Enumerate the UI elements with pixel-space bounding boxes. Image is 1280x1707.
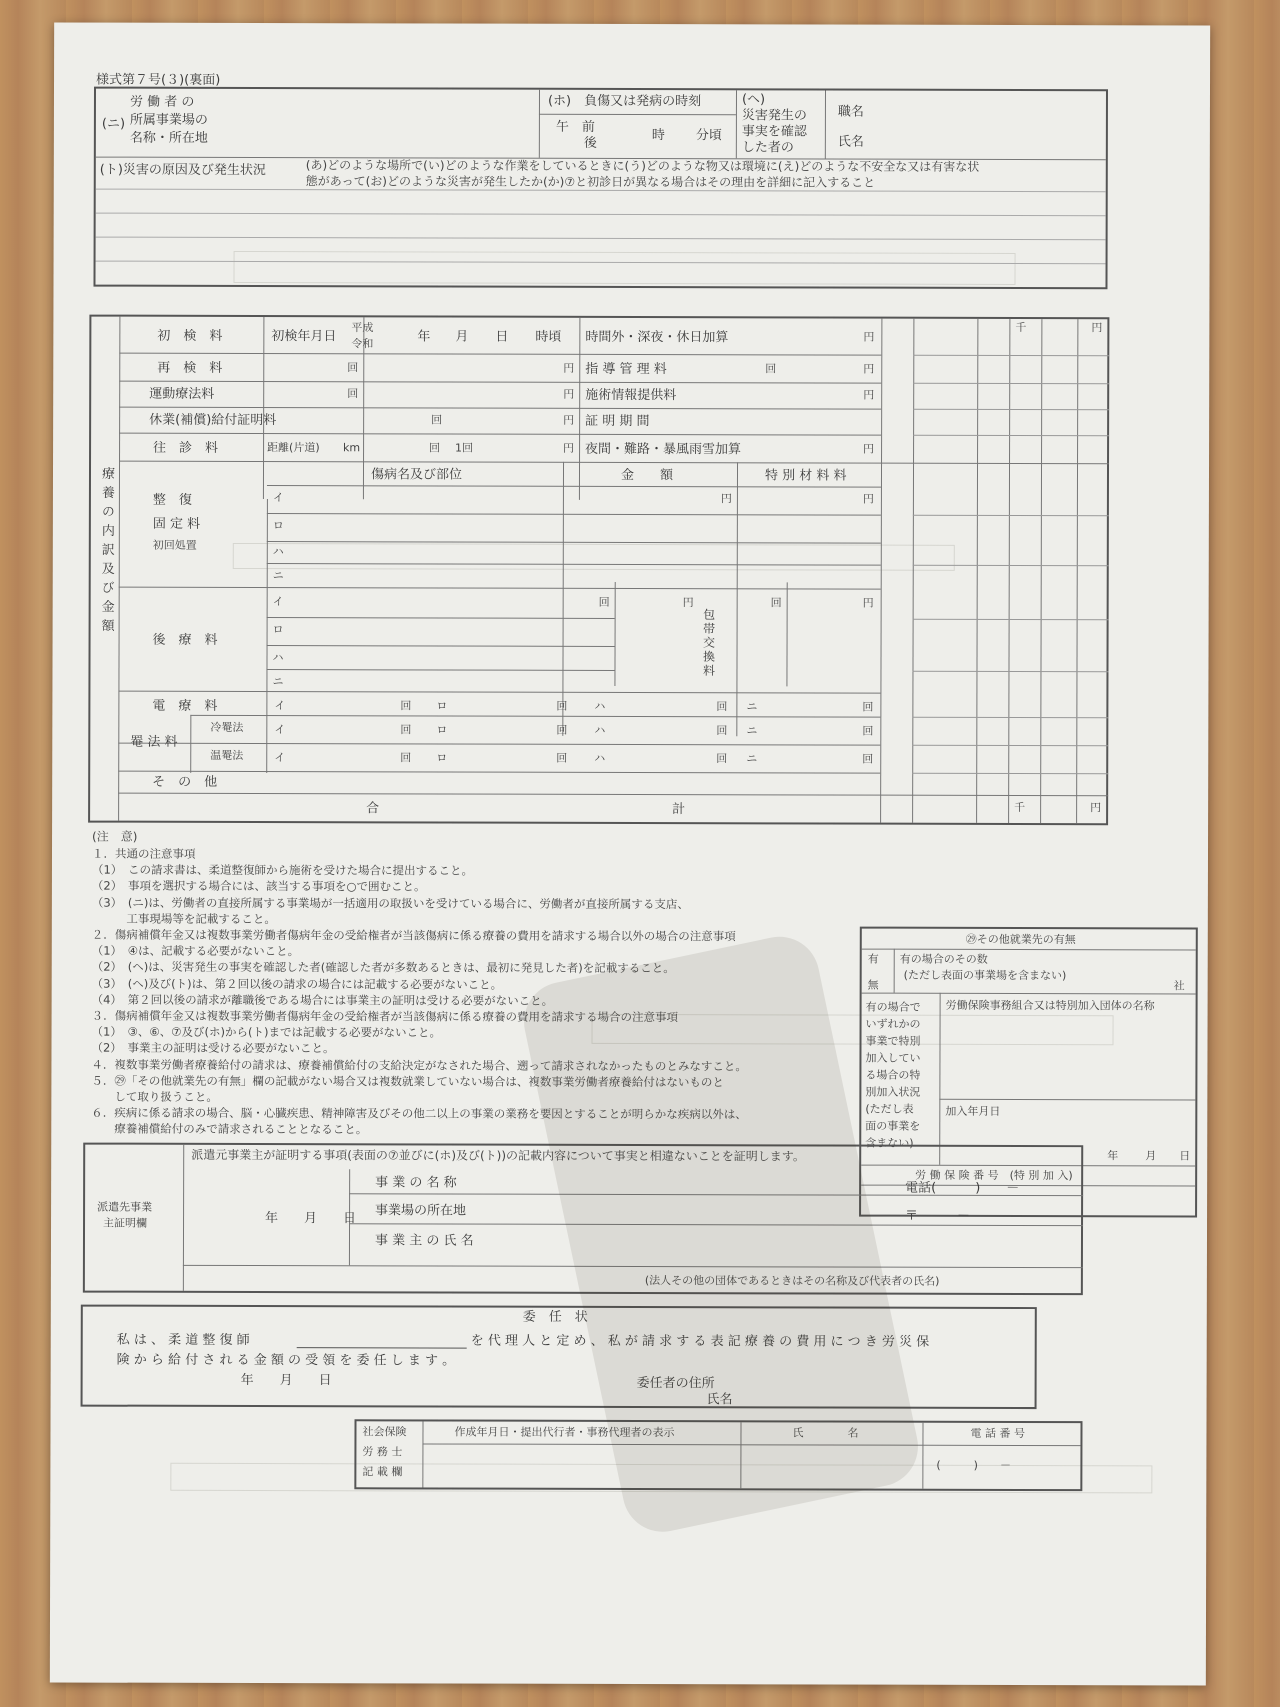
- shimei-label: 氏名: [837, 134, 864, 150]
- section-he-label: (ヘ): [741, 92, 766, 108]
- sharoushi-c1: 作成年月日・提出代行者・事務代理者の表示: [454, 1425, 675, 1440]
- kanyu-date-label: 加入年月日: [945, 1104, 1001, 1118]
- iroha-ni: ニ: [746, 700, 758, 714]
- iroha-kai: 回: [556, 699, 568, 713]
- notes-line: ４．複数事業労働者療養給付の請求は、療養補償給付の支給決定がなされた場合、遡って請求されなかったものとみなすこと。: [91, 1057, 747, 1073]
- notes-line: （2） (ヘ)は、災害発生の事実を確認した者(確認した者が多数あるときは、最初に発見した者)を記載すること。: [91, 960, 675, 976]
- accident-info-box: [93, 87, 1108, 290]
- houtai-yen: 円: [862, 596, 874, 610]
- anpo-label: 罨 法 料: [130, 734, 178, 750]
- iroha-ro: ロ: [436, 723, 448, 737]
- notes-line: して取り扱うこと。: [91, 1089, 218, 1104]
- seifuku-row: ロ: [272, 519, 284, 533]
- hojin-note: (法人その他の団体であるときはその名称及び代表者の氏名): [644, 1274, 940, 1288]
- section-to-label: (ト)災害の原因及び発生状況: [99, 162, 266, 179]
- hoken-number-label: 労 働 保 険 番 号 (特 別 加 入): [915, 1168, 1073, 1183]
- iroha-kai: 回: [400, 699, 412, 713]
- inin-address: 委任者の住所: [636, 1376, 715, 1392]
- joho-yen: 円: [863, 388, 875, 402]
- other-work-sha: 社: [1173, 979, 1185, 993]
- yakan-label: 夜間・難路・暴風雨雪加算: [585, 441, 742, 458]
- iroha-kai: 回: [556, 751, 568, 765]
- iroha-ro: ロ: [436, 699, 448, 713]
- fun-label: 分頃: [695, 128, 722, 144]
- saiken-label: 再 検 料: [157, 360, 223, 376]
- total-yen-bottom: 円: [1090, 801, 1102, 815]
- shido-label: 指 導 管 理 料: [585, 361, 667, 378]
- notes-line: 療養補償給付のみで請求されることとなること。: [91, 1122, 368, 1137]
- other-work-count-note: (ただし表面の事業場を含まない): [903, 968, 1067, 983]
- haken-side-label: 派遣先事業: [97, 1200, 153, 1214]
- iroha-kai: 回: [400, 723, 412, 737]
- section-ho-label: (ホ) 負傷又は発病の時刻: [547, 93, 702, 110]
- notes-line: （4） 第２回以後の請求が離職後である場合には事業主の証明は受ける必要がないこと。: [91, 992, 554, 1008]
- iroha-kai: 回: [556, 723, 568, 737]
- sharoushi-c3: 電 話 番 号: [970, 1426, 1026, 1441]
- shomei-kikan-label: 証 明 期 間: [585, 413, 650, 430]
- haken-zip: 〒 －: [905, 1208, 971, 1224]
- other-work-left-label: 有の場合で いずれかの 事業で特別 加入してい る場合の特 別加入状況 (ただし表 面の事業を 含まない): [865, 1000, 921, 1150]
- kingaku-header: 金 額: [620, 467, 674, 484]
- jigyo-name-label: 事 業 の 名 称: [375, 1175, 457, 1191]
- section-ni-line: 名称・所在地: [129, 130, 208, 146]
- oushin-kyori: 距離(片道): [267, 441, 320, 455]
- notes-line: （3） (ニ)は、労働者の直接所属する事業場が一括適用の取扱いを受けている場合に、労働者が直接所属する支店、: [91, 895, 689, 911]
- kei-label: 計: [672, 802, 686, 818]
- undo-yen: 円: [563, 387, 575, 401]
- iroha-i: イ: [274, 723, 286, 737]
- sharoushi-left: 労 務 士: [362, 1445, 403, 1459]
- section-he-line: した者の: [741, 140, 794, 156]
- koryo-row: ニ: [272, 675, 284, 689]
- oushin-yen: 円: [563, 441, 575, 455]
- koryo-row: イ: [272, 595, 284, 609]
- haken-date: 年 月 日: [265, 1211, 357, 1227]
- jigyonushi-label: 事 業 主 の 氏 名: [374, 1233, 474, 1249]
- joho-label: 施術情報提供料: [585, 387, 677, 404]
- notes-line: （1） ④は、記載する必要がないこと。: [91, 943, 300, 959]
- haken-side-label: 主証明欄: [103, 1216, 148, 1230]
- inin-title: 委 任 状: [522, 1309, 588, 1325]
- onanpo-label: 温罨法: [210, 748, 244, 762]
- koryo-row: ロ: [272, 623, 284, 637]
- notes-line: ３．傷病補償年金又は複数事業労働者傷病年金の受給権者が当該傷病に係る療養の費用を請求する場合の注意事項: [91, 1008, 679, 1025]
- other-work-mu: 無: [867, 978, 879, 992]
- kanyu-month: 月: [1145, 1149, 1157, 1163]
- kanyu-year: 年: [1107, 1149, 1119, 1163]
- iroha-i: イ: [274, 751, 286, 765]
- shokumei-label: 職名: [837, 104, 864, 120]
- gogo-label: 後: [583, 135, 597, 151]
- union-name-label: 労働保険事務組合又は特別加入団体の名称: [945, 998, 1155, 1013]
- other-work-title: ㉙その他就業先の有無: [965, 932, 1076, 947]
- sharoushi-left: 社会保険: [362, 1425, 407, 1439]
- houtai-label: 包帯交換料: [701, 608, 716, 679]
- notes-line: （1） ③、⑥、⑦及び(ホ)から(ト)までは記載する必要がないこと。: [91, 1024, 442, 1040]
- total-sen-bottom: 千: [1014, 801, 1026, 815]
- form-code: 様式第７号(３)(裏面): [96, 72, 221, 88]
- kanyu-day: 日: [1179, 1149, 1191, 1163]
- seifuku-label: 初回処置: [152, 538, 197, 552]
- section-ni-line: 所属事業場の: [129, 112, 208, 128]
- inin-name: 氏名: [706, 1392, 733, 1408]
- iroha-i: イ: [274, 699, 286, 713]
- total-yen-top: 円: [1091, 321, 1103, 335]
- haken-tel: 電話( ) －: [905, 1180, 1020, 1197]
- iroha-kai: 回: [862, 724, 874, 738]
- seifuku-label: 整 復: [152, 492, 192, 508]
- shoken-label: 初 検 料: [157, 328, 223, 344]
- saiken-kai: 回: [347, 361, 359, 375]
- era-heisei: 平成: [351, 321, 374, 335]
- notes-line: １．共通の注意事項: [91, 846, 196, 861]
- yakan-yen: 円: [863, 442, 875, 456]
- notes-line: ２．傷病補償年金又は複数事業労働者傷病年金の受給権者が当該傷病に係る療養の費用を請求する場合以外の場合の注意事項: [91, 927, 736, 944]
- treatment-breakdown-table: [88, 315, 1109, 826]
- inin-date: 年 月 日: [240, 1372, 332, 1389]
- kyugyo-yen: 円: [563, 413, 575, 427]
- section-to-instruction: (あ)どのような場所で(い)どのような作業をしているときに(う)どのような物又は環境に(え)どのような不安全な又は有害な状: [305, 158, 980, 174]
- shoken-date-label: 初検年月日: [271, 329, 337, 345]
- oushin-one: 1回: [455, 441, 474, 455]
- iroha-ni: ニ: [746, 752, 758, 766]
- seifuku-row: ニ: [272, 569, 284, 583]
- seifuku-label: 固 定 料: [152, 516, 201, 532]
- iroha-kai: 回: [716, 724, 728, 738]
- notes-line: （3） (ヘ)及び(ト)は、第２回以後の請求の場合には記載する必要がないこと。: [91, 976, 503, 992]
- saiken-yen: 円: [563, 361, 575, 375]
- shoken-year: 年: [417, 329, 431, 345]
- section-he-line: 事実を確認: [741, 124, 807, 140]
- notes-line: （2） 事業主の証明は受ける必要がないこと。: [91, 1041, 335, 1056]
- sharoushi-c2: 氏 名: [792, 1426, 859, 1440]
- houtai-kai: 回: [770, 596, 782, 610]
- section-to-instruction: 態があって(お)どのような災害が発生したか(か)⑦と初診日が異なる場合はその理由を詳細に記入すること: [305, 174, 876, 190]
- sonota-label: そ の 他: [152, 774, 218, 790]
- shido-yen: 円: [863, 362, 875, 376]
- koryo-kai: 回: [598, 595, 610, 609]
- koryo-label: 後 療 料: [152, 632, 218, 648]
- section-ni-label: (ニ): [101, 116, 126, 132]
- shozaichi-label: 事業場の所在地: [375, 1203, 467, 1219]
- form-sheet: [50, 22, 1210, 1685]
- kyugyo-label: 休業(補償)給付証明料: [149, 412, 277, 429]
- tokubetsu-header: 特 別 材 料 料: [764, 468, 847, 484]
- iroha-ro: ロ: [436, 751, 448, 765]
- shobyo-header: 傷病名及び部位: [370, 467, 463, 483]
- gokei-label: 合: [366, 801, 380, 817]
- seifuku-tokubetsu-yen: 円: [862, 492, 874, 506]
- iroha-ha: ハ: [594, 723, 606, 737]
- jikangai-label: 時間外・深夜・休日加算: [585, 329, 729, 346]
- notes-title: (注 意): [92, 829, 138, 844]
- total-sen-top: 千: [1015, 321, 1027, 335]
- koryo-row: ハ: [272, 651, 284, 665]
- seifuku-row: ハ: [272, 545, 284, 559]
- oushin-kai: 回: [429, 441, 441, 455]
- notes-line: 工事現場等を記載すること。: [91, 911, 276, 926]
- iroha-ni: ニ: [746, 724, 758, 738]
- sharoushi-tel: ( ) －: [936, 1458, 1012, 1472]
- notes-line: ６．疾病に係る請求の場合、脳・心臓疾患、精神障害及びその他二以上の事業の業務を要因とすることが明らかな疾病以外は、: [91, 1105, 747, 1122]
- undo-label: 運動療法料: [149, 386, 215, 402]
- kyugyo-kai: 回: [431, 413, 443, 427]
- shoken-hour: 時頃: [535, 329, 562, 345]
- section-ni-line: 労 働 者 の: [129, 94, 195, 110]
- treatment-side-label: 療養の内訳及び金額: [98, 466, 115, 638]
- other-work-yu: 有: [867, 952, 879, 966]
- oushin-km: km: [343, 441, 361, 455]
- iroha-kai: 回: [716, 700, 728, 714]
- ji-label: 時: [651, 128, 665, 144]
- other-work-count-label: 有の場合のその数: [899, 952, 988, 966]
- inin-line1b: を 代 理 人 と 定 め 、 私 が 請 求 す る 表 記 療 養 の 費 用 に つ き 労 災 保: [470, 1333, 930, 1350]
- iroha-kai: 回: [862, 700, 874, 714]
- koryo-yen: 円: [682, 596, 694, 610]
- denryo-label: 電 療 料: [152, 698, 218, 714]
- notes-line: （2） 事項を選択する場合には、該当する事項を○で囲むこと。: [91, 878, 426, 894]
- iroha-kai: 回: [862, 752, 874, 766]
- oushin-label: 往 診 料: [153, 440, 219, 456]
- seifuku-row: イ: [272, 491, 284, 505]
- iroha-kai: 回: [716, 752, 728, 766]
- inin-line2: 険 か ら 給 付 さ れ る 金 額 の 受 領 を 委 任 し ま す 。: [116, 1352, 456, 1369]
- reianpo-label: 冷罨法: [210, 720, 244, 734]
- iroha-ha: ハ: [594, 699, 606, 713]
- shoken-day: 日: [495, 329, 509, 345]
- iroha-ha: ハ: [594, 751, 606, 765]
- notes-line: ５．㉙「その他就業先の有無」欄の記載がない場合又は複数就業していない場合は、複数事業労働者療養給付はないものと: [91, 1073, 724, 1090]
- gozen-label: 午 前: [555, 119, 595, 135]
- seifuku-kingaku-yen: 円: [720, 492, 732, 506]
- shoken-month: 月: [455, 329, 469, 345]
- section-he-line: 災害発生の: [741, 108, 807, 124]
- notes-line: （1） この請求書は、柔道整復師から施術を受けた場合に提出すること。: [91, 862, 474, 878]
- shido-kai: 回: [765, 362, 777, 376]
- jikangai-yen: 円: [863, 330, 875, 344]
- inin-line1a: 私 は 、 柔 道 整 復 師: [116, 1332, 250, 1349]
- era-reiwa: 令和: [351, 337, 374, 351]
- sharoushi-left: 記 載 欄: [362, 1465, 403, 1479]
- undo-kai: 回: [347, 387, 359, 401]
- haken-statement: 派遣元事業主が証明する事項(表面の⑦並びに(ホ)及び(ト))の記載内容について事実と相違ないことを証明します。: [191, 1147, 805, 1164]
- iroha-kai: 回: [400, 751, 412, 765]
